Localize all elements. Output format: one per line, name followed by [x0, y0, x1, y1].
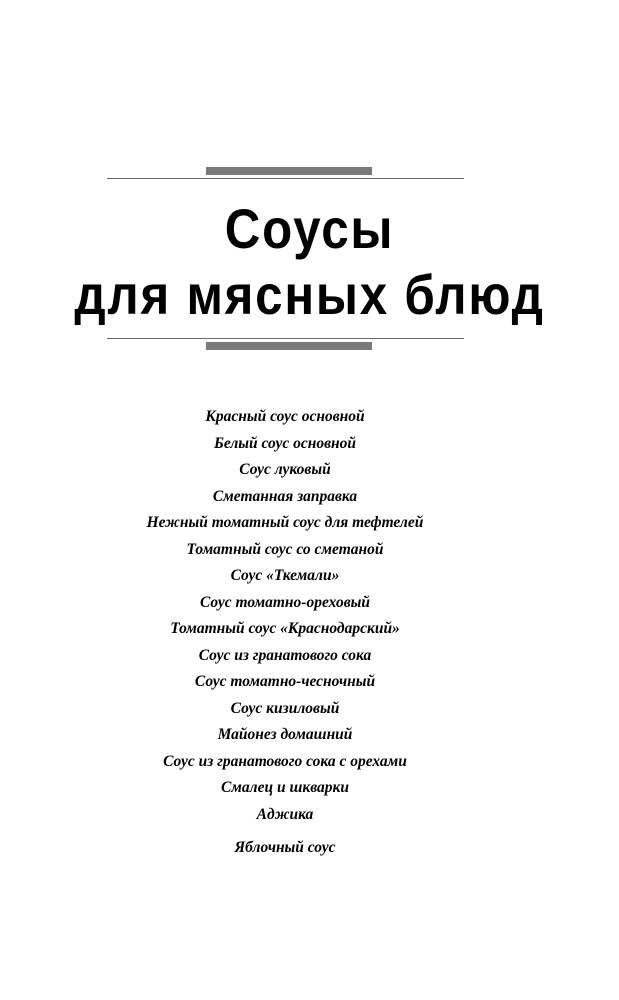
list-item: Соус луковый	[239, 461, 331, 478]
bottom-decorative-bar	[206, 342, 372, 350]
list-item: Соус томатно-ореховый	[199, 593, 371, 611]
chapter-title-line-2: для мясных блюд	[74, 263, 545, 326]
list-item: Красный соус основной	[205, 408, 365, 425]
list-item: Соус «Ткемали»	[230, 567, 340, 584]
recipe-list	[0, 404, 570, 862]
list-item: Соус из гранатового сока с орехами	[163, 752, 407, 770]
top-divider-line	[107, 178, 464, 179]
list-item: Аджика	[256, 805, 314, 823]
list-item: Сметанная заправка	[212, 487, 358, 505]
list-item: Майонез домашний	[217, 726, 353, 743]
list-item: Соус из гранатового сока	[198, 646, 372, 664]
list-item: Соус томатно-чесночный	[194, 673, 376, 690]
list-item: Смалец и шкварки	[220, 779, 350, 796]
list-item: Яблочный соус	[234, 839, 336, 856]
chapter-title-line-1: Соусы	[224, 197, 395, 260]
list-item: Томатный соус «Краснодарский»	[170, 620, 400, 637]
list-item: Белый соус основной	[214, 434, 356, 452]
list-item: Нежный томатный соус для тефтелей	[146, 514, 424, 531]
list-item: Томатный соус со сметаной	[186, 540, 384, 558]
bottom-divider-line	[107, 338, 464, 339]
chapter-title	[37, 196, 582, 328]
list-item: Соус кизиловый	[230, 699, 340, 717]
top-decorative-bar	[206, 167, 372, 175]
